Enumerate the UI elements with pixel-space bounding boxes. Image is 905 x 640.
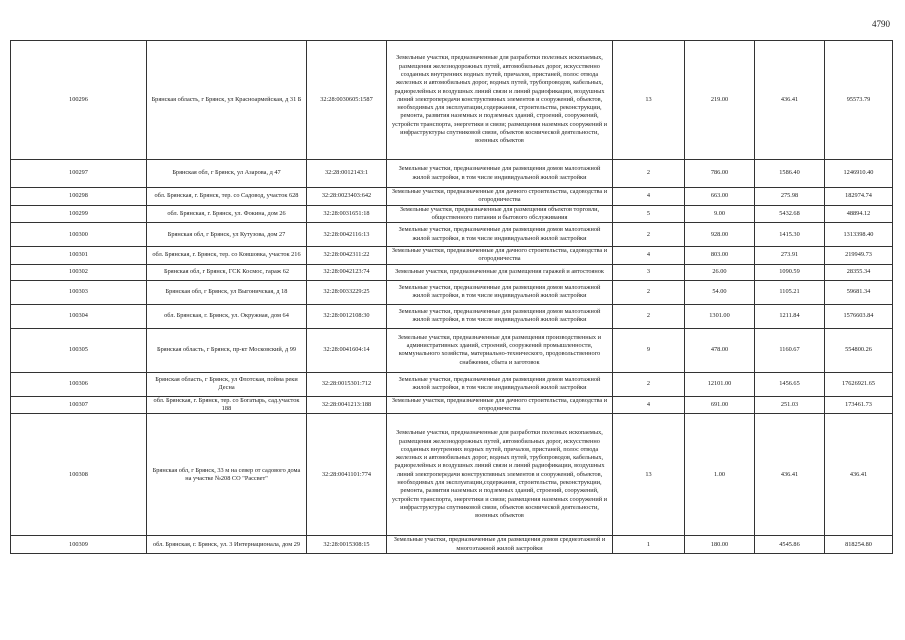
address-cell: Брянская обл, г Брянск, ГСК Космос, гараж 62 [147, 264, 307, 280]
purpose-code-cell: 2 [613, 304, 685, 328]
cadastral-value-cell: 818254.80 [825, 536, 893, 554]
table-row [11, 280, 893, 304]
purpose-code-cell: 1 [613, 536, 685, 554]
unit-cadastral-value-cell: 273.91 [755, 247, 825, 265]
purpose-code-cell: 9 [613, 328, 685, 372]
address-cell: Брянская обл, г Брянск, 33 м на север от садового дома на участке №208 СО "Рассвет" [147, 414, 307, 536]
unit-cadastral-value-cell: 5432.68 [755, 205, 825, 223]
address-cell: обл. Брянская, г. Брянск, тер. со Ковшовка, участок 216 [147, 247, 307, 265]
land-use-purpose-cell: Земельные участки, предназначенные для дачного строительства, садоводства и огородничества [387, 247, 613, 265]
table-row [11, 41, 893, 160]
cadastral-value-cell: 173461.73 [825, 396, 893, 414]
address-cell: обл. Брянская, г. Брянск, ул. Фокина, дом 26 [147, 205, 307, 223]
cadastral-value-cell: 28355.34 [825, 264, 893, 280]
land-use-purpose-cell: Земельные участки, предназначенные для размещения объектов торговли, общественного питания и бытового обслуживания [387, 205, 613, 223]
purpose-code-cell: 2 [613, 223, 685, 247]
purpose-code-cell: 13 [613, 414, 685, 536]
area-cell: 803.00 [685, 247, 755, 265]
table-row [11, 223, 893, 247]
land-use-purpose-cell: Земельные участки, предназначенные для размещения домов малоэтажной жилой застройки, в том числе индивидуальной жилой застройки [387, 160, 613, 188]
purpose-code-cell: 2 [613, 280, 685, 304]
area-cell: 786.00 [685, 160, 755, 188]
table-row [11, 188, 893, 206]
cadastral-number-cell: 32:28:0015308:15 [307, 536, 387, 554]
cadastral-value-cell: 59681.34 [825, 280, 893, 304]
land-use-purpose-cell: Земельные участки, предназначенные для размещения гаражей и автостоянок [387, 264, 613, 280]
area-cell: 54.00 [685, 280, 755, 304]
table-row [11, 264, 893, 280]
table-body [11, 41, 893, 554]
unit-cadastral-value-cell: 251.03 [755, 396, 825, 414]
area-cell: 219.00 [685, 41, 755, 160]
address-cell: обл. Брянская, г. Брянск, ул. Окружная, дом 64 [147, 304, 307, 328]
unit-cadastral-value-cell: 4545.86 [755, 536, 825, 554]
table-row [11, 328, 893, 372]
purpose-code-cell: 13 [613, 41, 685, 160]
cadastral-number-cell: 32:28:0030605:1587 [307, 41, 387, 160]
area-cell: 1.00 [685, 414, 755, 536]
purpose-code-cell: 4 [613, 247, 685, 265]
row-id-cell: 100301 [11, 247, 147, 265]
area-cell: 26.00 [685, 264, 755, 280]
row-id-cell: 100308 [11, 414, 147, 536]
table-row [11, 205, 893, 223]
unit-cadastral-value-cell: 275.98 [755, 188, 825, 206]
cadastral-value-cell: 48894.12 [825, 205, 893, 223]
row-id-cell: 100309 [11, 536, 147, 554]
row-id-cell: 100299 [11, 205, 147, 223]
address-cell: Брянская обл, г Брянск, ул Азарова, д 47 [147, 160, 307, 188]
unit-cadastral-value-cell: 1105.21 [755, 280, 825, 304]
unit-cadastral-value-cell: 436.41 [755, 414, 825, 536]
cadastral-value-cell: 1313398.40 [825, 223, 893, 247]
row-id-cell: 100306 [11, 372, 147, 396]
address-cell: Брянская область, г Брянск, пр-кт Московский, д 99 [147, 328, 307, 372]
cadastral-number-cell: 32:28:0041604:14 [307, 328, 387, 372]
address-cell: Брянская обл, г Брянск, ул Кутузова, дом 27 [147, 223, 307, 247]
purpose-code-cell: 2 [613, 372, 685, 396]
cadastral-value-cell: 554800.26 [825, 328, 893, 372]
cadastral-number-cell: 32:28:0042116:13 [307, 223, 387, 247]
land-use-purpose-cell: Земельные участки, предназначенные для размещения домов малоэтажной жилой застройки, в том числе индивидуальной жилой застройки [387, 280, 613, 304]
cadastral-value-cell: 219949.73 [825, 247, 893, 265]
row-id-cell: 100296 [11, 41, 147, 160]
area-cell: 12101.00 [685, 372, 755, 396]
land-use-purpose-cell: Земельные участки, предназначенные для дачного строительства, садоводства и огородничества [387, 188, 613, 206]
area-cell: 663.00 [685, 188, 755, 206]
cadastral-value-cell: 17626921.65 [825, 372, 893, 396]
table-row [11, 247, 893, 265]
address-cell: Брянская область, г Брянск, ул Красноармейская, д 31 Б [147, 41, 307, 160]
row-id-cell: 100307 [11, 396, 147, 414]
unit-cadastral-value-cell: 1456.65 [755, 372, 825, 396]
table-row [11, 536, 893, 554]
area-cell: 478.00 [685, 328, 755, 372]
unit-cadastral-value-cell: 1160.67 [755, 328, 825, 372]
unit-cadastral-value-cell: 1586.40 [755, 160, 825, 188]
purpose-code-cell: 5 [613, 205, 685, 223]
table-row [11, 304, 893, 328]
row-id-cell: 100298 [11, 188, 147, 206]
purpose-code-cell: 4 [613, 188, 685, 206]
area-cell: 9.00 [685, 205, 755, 223]
land-use-purpose-cell: Земельные участки, предназначенные для размещения домов малоэтажной жилой застройки, в том числе индивидуальной жилой застройки [387, 304, 613, 328]
cadastral-value-cell: 182974.74 [825, 188, 893, 206]
address-cell: обл. Брянская, г. Брянск, ул. 3 Интернационала, дом 29 [147, 536, 307, 554]
table-row [11, 396, 893, 414]
area-cell: 180.00 [685, 536, 755, 554]
address-cell: Брянская область, г Брянск, ул Флотская, пойма реки Десна [147, 372, 307, 396]
land-use-purpose-cell: Земельные участки, предназначенные для размещения домов среднеэтажной и многоэтажной жилой застройки [387, 536, 613, 554]
row-id-cell: 100305 [11, 328, 147, 372]
cadastral-number-cell: 32:28:0041101:774 [307, 414, 387, 536]
land-use-purpose-cell: Земельные участки, предназначенные для разработки полезных ископаемых, размещения железнодорожных путей, автомобильных дорог, искусственно созданных внутренних водных путей, причалов, пристаней, полос отвода железных и автомобильных дорог, водных путей, трубопроводов, кабельных, радиорелейных и воздушных линий связи и линий радиофикации, воздушных линий электропередачи конструктивных элементов и сооружений, объектов, необходимых для эксплуатации,содержания, строительства, реконструкции, ремонта, развития наземных и подземных зданий, строений, сооружений, устройств транспорта, энергетики и связи; размещения наземных сооружений и инфраструктуры спутниковой связи, объектов космической деятельности, военных объектов [387, 41, 613, 160]
area-cell: 928.00 [685, 223, 755, 247]
land-parcel-table [10, 40, 893, 554]
row-id-cell: 100304 [11, 304, 147, 328]
land-use-purpose-cell: Земельные участки, предназначенные для размещения производственных и административных зданий, строений, сооружений промышленности, коммунального хозяйства, материально-технического, продовольственного снабжения, сбыта и заготовок [387, 328, 613, 372]
area-cell: 691.00 [685, 396, 755, 414]
cadastral-number-cell: 32:28:0031651:18 [307, 205, 387, 223]
row-id-cell: 100303 [11, 280, 147, 304]
cadastral-number-cell: 32:28:0015301:712 [307, 372, 387, 396]
cadastral-value-cell: 1576603.84 [825, 304, 893, 328]
unit-cadastral-value-cell: 1211.84 [755, 304, 825, 328]
cadastral-number-cell: 32:28:0012108:30 [307, 304, 387, 328]
cadastral-value-cell: 95573.79 [825, 41, 893, 160]
purpose-code-cell: 2 [613, 160, 685, 188]
cadastral-number-cell: 32:28:0012143:1 [307, 160, 387, 188]
address-cell: обл. Брянская, г. Брянск, тер. со Садовод, участок 628 [147, 188, 307, 206]
table-row [11, 372, 893, 396]
cadastral-number-cell: 32:28:0033229:25 [307, 280, 387, 304]
land-use-purpose-cell: Земельные участки, предназначенные для дачного строительства, садоводства и огородничества [387, 396, 613, 414]
land-use-purpose-cell: Земельные участки, предназначенные для размещения домов малоэтажной жилой застройки, в том числе индивидуальной жилой застройки [387, 223, 613, 247]
unit-cadastral-value-cell: 1090.59 [755, 264, 825, 280]
cadastral-number-cell: 32:28:0041213:188 [307, 396, 387, 414]
row-id-cell: 100297 [11, 160, 147, 188]
table-row [11, 414, 893, 536]
purpose-code-cell: 3 [613, 264, 685, 280]
row-id-cell: 100302 [11, 264, 147, 280]
table-row [11, 160, 893, 188]
area-cell: 1301.00 [685, 304, 755, 328]
address-cell: Брянская обл, г Брянск, ул Выгоничская, д 18 [147, 280, 307, 304]
land-use-purpose-cell: Земельные участки, предназначенные для разработки полезных ископаемых, размещения железнодорожных путей, автомобильных дорог, искусственно созданных внутренних водных путей, причалов, пристаней, полос отвода железных и автомобильных дорог, водных путей, трубопроводов, кабельных, радиорелейных и воздушных линий связи и линий радиофикации, воздушных линий электропередачи конструктивных элементов и сооружений, объектов, необходимых для эксплуатации,содержания, строительства, реконструкции, ремонта, развития наземных и подземных зданий, строений, сооружений, устройств транспорта, энергетики и связи; размещения наземных сооружений и инфраструктуры спутниковой связи, объектов космической деятельности, военных объектов [387, 414, 613, 536]
unit-cadastral-value-cell: 436.41 [755, 41, 825, 160]
address-cell: обл. Брянская, г. Брянск, тер. со Богатырь, сад.участок 188 [147, 396, 307, 414]
purpose-code-cell: 4 [613, 396, 685, 414]
land-use-purpose-cell: Земельные участки, предназначенные для размещения домов малоэтажной жилой застройки, в том числе индивидуальной жилой застройки [387, 372, 613, 396]
cadastral-number-cell: 32:28:0042311:22 [307, 247, 387, 265]
cadastral-value-cell: 1246910.40 [825, 160, 893, 188]
cadastral-number-cell: 32:28:0042123:74 [307, 264, 387, 280]
unit-cadastral-value-cell: 1415.30 [755, 223, 825, 247]
page-number: 4790 [872, 19, 890, 29]
row-id-cell: 100300 [11, 223, 147, 247]
cadastral-number-cell: 32:28:0023403:642 [307, 188, 387, 206]
cadastral-value-cell: 436.41 [825, 414, 893, 536]
